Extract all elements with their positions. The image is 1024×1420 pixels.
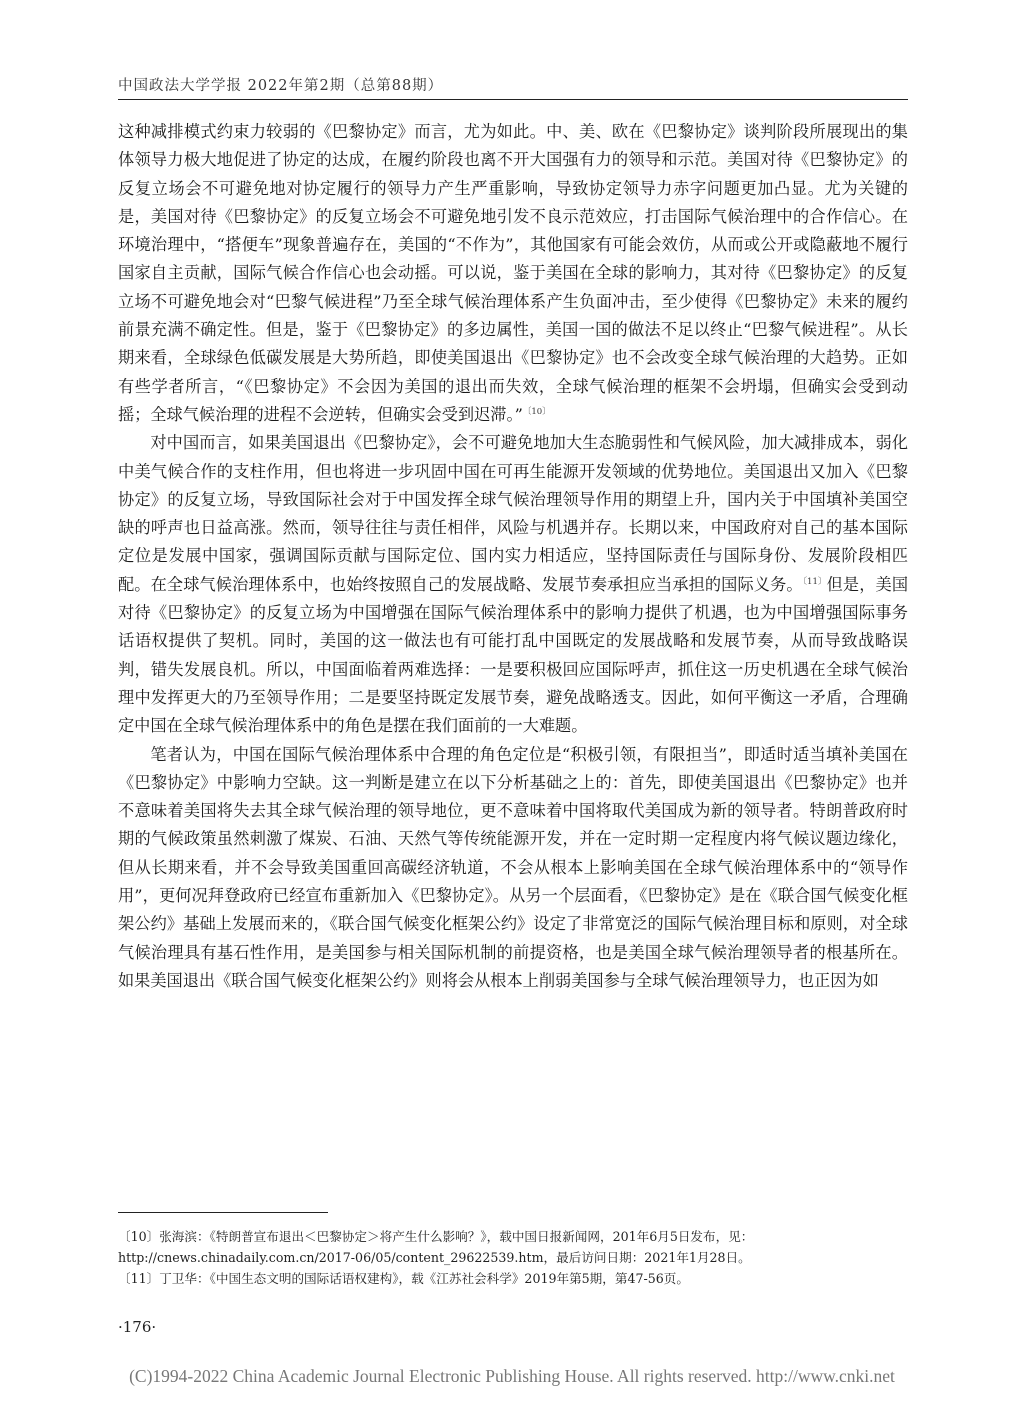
footnote-11: 〔11〕丁卫华：《中国生态文明的国际话语权建构》，载《江苏社会科学》2019年第5期，第47-56页。 — [118, 1271, 689, 1286]
article-body — [118, 118, 908, 995]
footnote-10-line1: 〔10〕张海滨：《特朗普宣布退出＜巴黎协定＞将产生什么影响？》，载中国日报新闻网，201年6月5日发布，见： — [118, 1229, 754, 1244]
paragraph-2 — [118, 429, 908, 740]
paragraph-3-text: 笔者认为，中国在国际气候治理体系中合理的角色定位是“积极引领，有限担当”，即适时适当填补美国在《巴黎协定》中影响力空缺。这一判断是建立在以下分析基础之上的：首先，即使美国退出《巴黎协定》也并不意味着美国将失去其全球气候治理的领导地位，更不意味着中国将取代美国成为新的领导者。特朗普政府时期的气候政策虽然刺激了煤炭、石油、天然气等传统能源开发，并在一定时期一定程度内将气候议题边缘化，但从长期来看，并不会导致美国重回高碳经济轨道，不会从根本上影响美国在全球气候治理体系中的“领导作用”，更何况拜登政府已经宣布重新加入《巴黎协定》。从另一个层面看，《巴黎协定》是在《联合国气候变化框架公约》基础上发展而来的，《联合国气候变化框架公约》设定了非常宽泛的国际气候治理目标和原则，对全球气候治理具有基石性作用，是美国参与相关国际机制的前提资格，也是美国全球气候治理领导者的根基所在。如果美国退出《联合国气候变化框架公约》则将会从根本上削弱美国参与全球气候治理领导力，也正因为如 — [118, 744, 908, 990]
paragraph-3 — [118, 741, 908, 996]
paragraph-2-text-a: 对中国而言，如果美国退出《巴黎协定》，会不可避免地加大生态脆弱性和气候风险，加大减排成本，弱化中美气候合作的支柱作用，但也将进一步巩固中国在可再生能源开发领域的优势地位。美国退出又加入《巴黎协定》的反复立场，导致国际社会对于中国发挥全球气候治理领导作用的期望上升，国内关于中国填补美国空缺的呼声也日益高涨。然而，领导往往与责任相伴，风险与机遇并存。长期以来，中国政府对自己的基本国际定位是发展中国家，强调国际贡献与国际定位、国内实力相适应，坚持国际责任与国际身份、发展阶段相匹配。在全球气候治理体系中，也始终按照自己的发展战略、发展节奏承担应当承担的国际义务。 — [118, 433, 908, 594]
page-number: ·176· — [118, 1318, 157, 1336]
footnote-ref-11[interactable]: 〔11〕 — [802, 576, 827, 587]
header-rule — [118, 99, 908, 100]
running-header: 中国政法大学学报 2022年第2期（总第88期） — [118, 78, 444, 94]
footnotes — [118, 1226, 908, 1289]
footnote-rule — [118, 1212, 328, 1213]
copyright-notice: (C)1994-2022 China Academic Journal Electronic Publishing House. All rights reserved. http://www.cnki.net — [129, 1366, 895, 1386]
paragraph-1-text: 这种减排模式约束力较弱的《巴黎协定》而言，尤为如此。中、美、欧在《巴黎协定》谈判阶段所展现出的集体领导力极大地促进了协定的达成，在履约阶段也离不开大国强有力的领导和示范。美国对待《巴黎协定》的反复立场会不可避免地对协定履行的领导力产生严重影响，导致协定领导力赤字问题更加凸显。尤为关键的是，美国对待《巴黎协定》的反复立场会不可避免地引发不良示范效应，打击国际气候治理中的合作信心。在环境治理中，“搭便车”现象普遍存在，美国的“不作为”，其他国家有可能会效仿，从而或公开或隐蔽地不履行国家自主贡献，国际气候合作信心也会动摇。可以说，鉴于美国在全球的影响力，其对待《巴黎协定》的反复立场不可避免地会对“巴黎气候进程”乃至全球气候治理体系产生负面冲击，至少使得《巴黎协定》未来的履约前景充满不确定性。但是，鉴于《巴黎协定》的多边属性，美国一国的做法不足以终止“巴黎气候进程”。从长期来看，全球绿色低碳发展是大势所趋，即使美国退出《巴黎协定》也不会改变全球气候治理的大趋势。正如有些学者所言，“《巴黎协定》不会因为美国的退出而失效，全球气候治理的框架不会坍塌，但确实会受到动摇；全球气候治理的进程不会逆转，但确实会受到迟滞。” — [118, 122, 908, 424]
footnote-10-line2[interactable]: http://cnews.chinadaily.com.cn/2017-06/05/content_29622539.htm，最后访问日期：2021年1月28日。 — [118, 1250, 751, 1265]
paragraph-2-text-b: 但是，美国对待《巴黎协定》的反复立场为中国增强在国际气候治理体系中的影响力提供了机遇，也为中国增强国际事务话语权提供了契机。同时，美国的这一做法也有可能打乱中国既定的发展战略和发展节奏，从而导致战略误判，错失发展良机。所以，中国面临着两难选择：一是要积极回应国际呼声，抓住这一历史机遇在全球气候治理中发挥更大的乃至领导作用；二是要坚持既定发展节奏，避免战略透支。因此，如何平衡这一矛盾，合理确定中国在全球气候治理体系中的角色是摆在我们面前的一大难题。 — [118, 574, 909, 736]
footnote-ref-10[interactable]: 〔10〕 — [522, 406, 551, 417]
paragraph-1 — [118, 118, 908, 429]
